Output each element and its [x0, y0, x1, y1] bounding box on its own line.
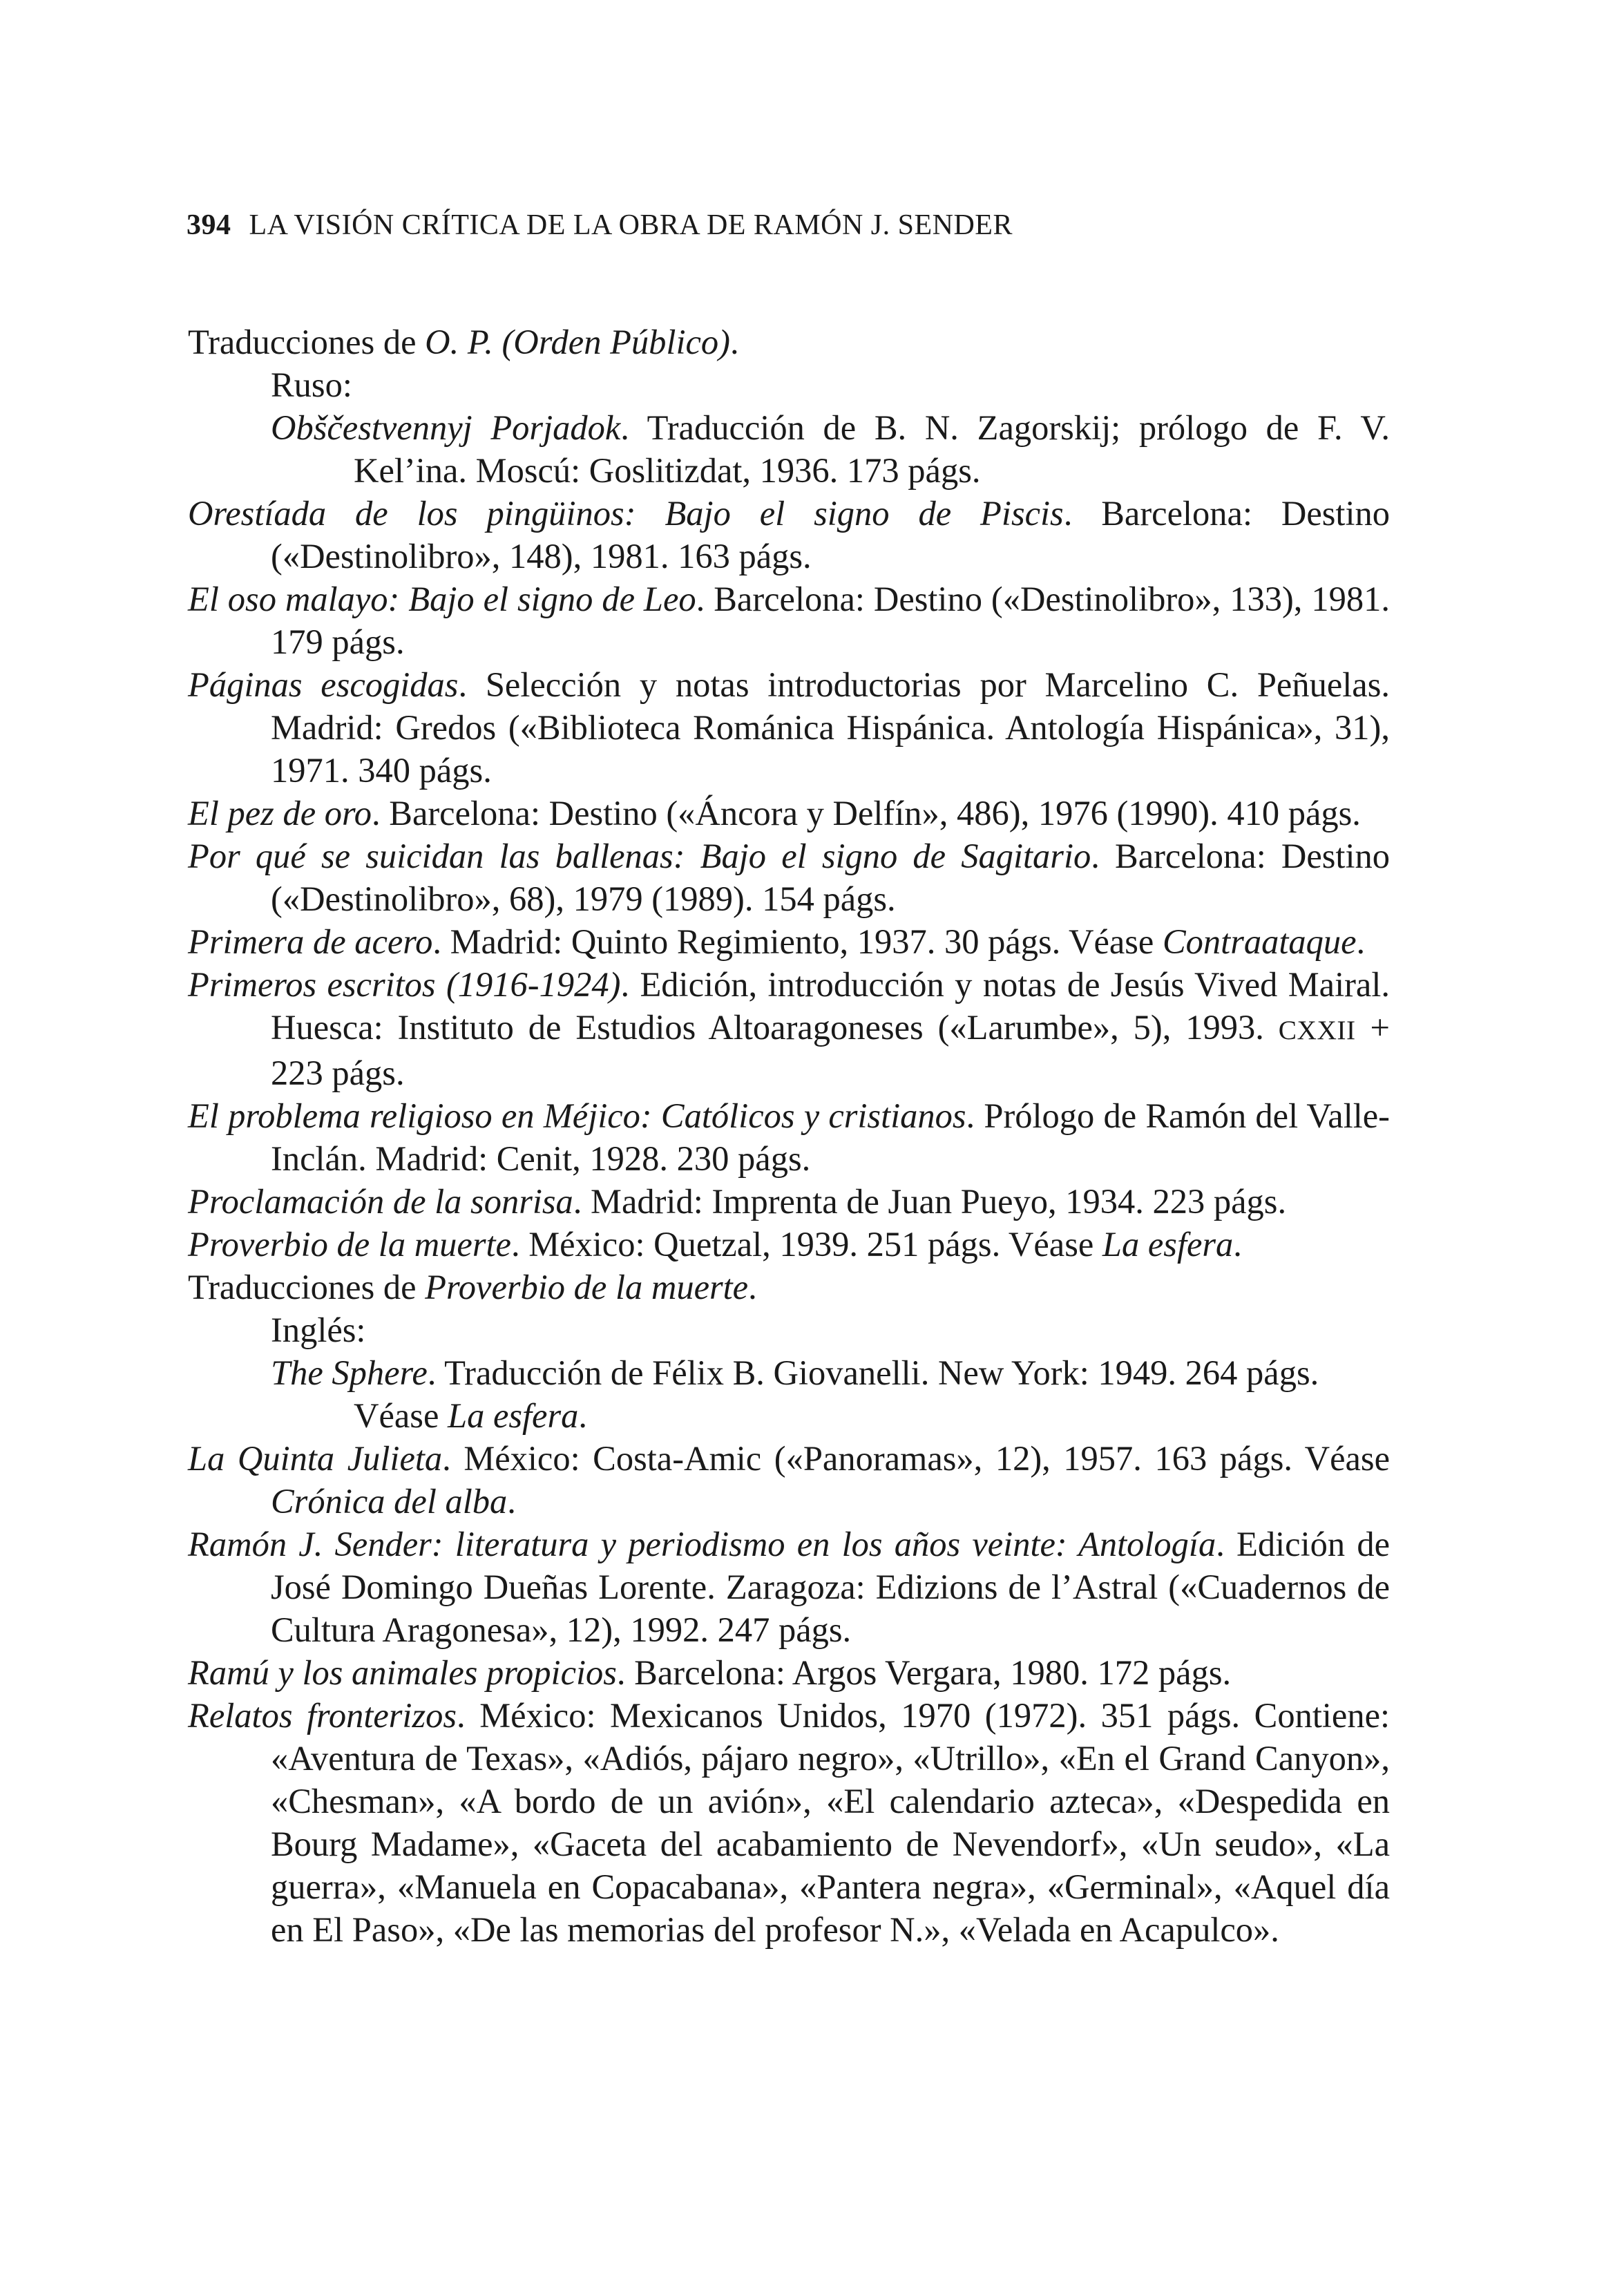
work-title: Primera de acero	[188, 922, 433, 961]
work-title: The Sphere	[271, 1353, 428, 1392]
work-title: Orestíada de los pingüinos: Bajo el signo de Piscis	[188, 494, 1064, 533]
work-title: El pez de oro	[188, 794, 372, 832]
bib-entry: Primera de acero. Madrid: Quinto Regimiento, 1937. 30 págs. Véase Contraataque.	[188, 922, 1366, 961]
bib-entry: Primeros escritos (1916-1924). Edición, introducción y notas de Jesús Vived Mairal. Huesca: Instituto de Estudios Altoaragoneses («Larumbe», 5), 1993. CXXII + 223 págs.	[188, 965, 1391, 1092]
cross-reference-title: Crónica del alba	[271, 1482, 508, 1521]
bib-entry: Traducciones de O. P. (Orden Público).	[188, 323, 739, 361]
bib-entry: Ramú y los animales propicios. Barcelona: Argos Vergara, 1980. 172 págs.	[188, 1653, 1232, 1692]
work-title: Páginas escogidas	[188, 665, 459, 704]
work-title: Por qué se suicidan las ballenas: Bajo el signo de Sagitario	[188, 837, 1091, 875]
translation-entry: Obščestvennyj Porjadok. Traducción de B. N. Zagorskij; prólogo de F. V. Kel’ina. Moscú: Goslitizdat, 1936. 173 págs.	[271, 408, 1390, 490]
work-title: O. P. (Orden Público)	[425, 323, 730, 361]
bib-entry: Orestíada de los pingüinos: Bajo el signo de Piscis. Barcelona: Destino («Destinolibro», 148), 1981. 163 págs.	[188, 494, 1390, 575]
bib-entry: Páginas escogidas. Selección y notas introductorias por Marcelino C. Peñuelas. Madrid: Gredos («Biblioteca Románica Hispánica. Antología Hispánica», 31), 1971. 340 págs.	[188, 665, 1390, 790]
page-number: 394	[187, 209, 231, 241]
bib-entry: El oso malayo: Bajo el signo de Leo. Barcelona: Destino («Destinolibro», 133), 1981. 179 págs.	[188, 580, 1390, 661]
bib-entry: Ramón J. Sender: literatura y periodismo en los años veinte: Antología. Edición de José Domingo Dueñas Lorente. Zaragoza: Edizions de l’Astral («Cuadernos de Cultura Aragonesa», 12), 1992. 247 págs.	[188, 1525, 1390, 1649]
roman-numeral-pages: CXXII	[1278, 1015, 1356, 1045]
work-title: El oso malayo: Bajo el signo de Leo	[188, 580, 696, 618]
bib-entry: El problema religioso en Méjico: Católicos y cristianos. Prólogo de Ramón del Valle-Inclán. Madrid: Cenit, 1928. 230 págs.	[188, 1096, 1390, 1178]
translation-language: Inglés:	[271, 1311, 366, 1349]
work-title: Primeros escritos (1916-1924)	[188, 965, 621, 1004]
bib-entry: Proclamación de la sonrisa. Madrid: Imprenta de Juan Pueyo, 1934. 223 págs.	[188, 1182, 1287, 1221]
work-title: Proverbio de la muerte	[425, 1268, 749, 1306]
translation-entry: The Sphere. Traducción de Félix B. Giovanelli. New York: 1949. 264 págs.	[271, 1353, 1319, 1392]
bib-entry: Proverbio de la muerte. México: Quetzal, 1939. 251 págs. Véase La esfera.	[188, 1225, 1242, 1264]
work-title: Proverbio de la muerte	[188, 1225, 511, 1264]
running-head	[187, 209, 1013, 242]
work-title: Obščestvennyj Porjadok	[271, 408, 621, 447]
bib-entry: Traducciones de Proverbio de la muerte.	[188, 1268, 757, 1306]
bib-entry: El pez de oro. Barcelona: Destino («Áncora y Delfín», 486), 1976 (1990). 410 págs.	[188, 794, 1361, 832]
work-title: Ramú y los animales propicios	[188, 1653, 617, 1692]
cross-reference-title: La esfera	[1102, 1225, 1234, 1264]
cross-reference-title: La esfera	[448, 1396, 579, 1435]
work-title: El problema religioso en Méjico: Católicos y cristianos	[188, 1096, 966, 1135]
translation-cross-reference: Véase La esfera.	[354, 1396, 587, 1435]
running-title: LA VISIÓN CRÍTICA DE LA OBRA DE RAMÓN J. SENDER	[249, 209, 1013, 241]
bibliography-list	[188, 321, 1390, 1951]
work-title: La Quinta Julieta	[188, 1439, 443, 1478]
bib-entry: Relatos fronterizos. México: Mexicanos Unidos, 1970 (1972). 351 págs. Contiene: «Aventura de Texas», «Adiós, pájaro negro», «Utrillo», «En el Grand Canyon», «Chesman», «A bordo de un avión», «El calendario azteca», «Despedida en Bourg Madame», «Gaceta del acabamiento de Nevendorf», «Un seudo», «La guerra», «Manuela en Copacabana», «Pantera negra», «Germinal», «Aquel día en El Paso», «De las memorias del profesor N.», «Velada en Acapulco».	[188, 1696, 1391, 1949]
cross-reference-title: Contraataque	[1162, 922, 1357, 961]
work-title: Relatos fronterizos	[188, 1696, 457, 1735]
work-title: Proclamación de la sonrisa	[188, 1182, 573, 1221]
work-title: Ramón J. Sender: literatura y periodismo en los años veinte: Antología	[188, 1525, 1216, 1563]
translation-language: Ruso:	[271, 365, 352, 404]
bib-entry: Por qué se suicidan las ballenas: Bajo el signo de Sagitario. Barcelona: Destino («Destinolibro», 68), 1979 (1989). 154 págs.	[188, 837, 1390, 918]
bib-entry: La Quinta Julieta. México: Costa-Amic («Panoramas», 12), 1957. 163 págs. Véase Crónica del alba.	[188, 1439, 1390, 1521]
